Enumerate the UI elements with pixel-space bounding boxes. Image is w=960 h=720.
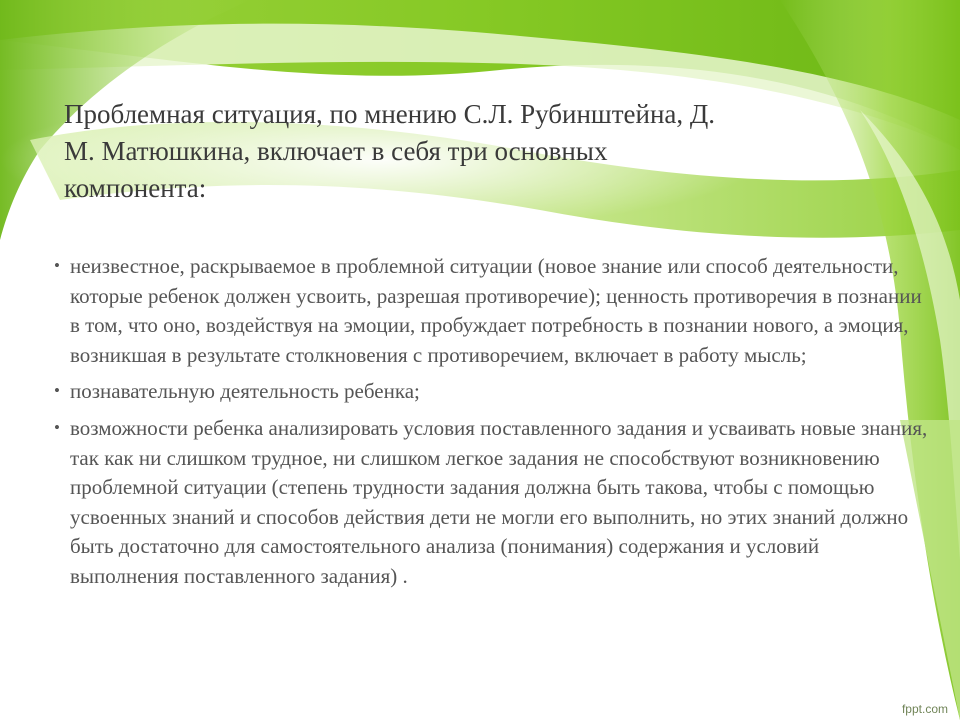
bullet-dot-icon: • (54, 256, 60, 275)
bullet-list (52, 252, 932, 599)
slide-title: Проблемная ситуация, по мнению С.Л. Рубинштейна, Д. М. Матюшкина, включает в себя три основных компонента: (64, 99, 716, 203)
list-item (52, 377, 932, 407)
watermark-text: fppt.com (901, 702, 948, 716)
bullet-dot-icon: • (54, 417, 60, 437)
bullet-text: возможности ребенка анализировать условия поставленного задания и усваивать новые знания, так как ни слишком трудное, ни слишком легкое задания не способствуют возникновению проблемной ситуации (степень трудности задания должна быть такова, чтобы с помощью усвоенных знаний и способов действия дети не могли его выполнить, но этих знаний должно быть достаточно для самостоятельного анализа (понимания) содержания и условий выполнения поставленного задания) . (70, 415, 928, 588)
list-item (52, 414, 932, 592)
bullet-text: познавательную деятельность ребенка; (70, 379, 420, 404)
bullet-text: неизвестное, раскрываемое в проблемной ситуации (новое знание или способ деятельности, которые ребенок должен усвоить, разрешая противоречие); ценность противоречия в познании в том, что оно, воздействуя на эмоции, пробуждает потребность в познании нового, а эмоция, возникшая в результате столкновения с противоречием, включает в работу мысль; (70, 254, 922, 367)
bullet-dot-icon: • (54, 381, 60, 401)
list-item (52, 252, 932, 370)
